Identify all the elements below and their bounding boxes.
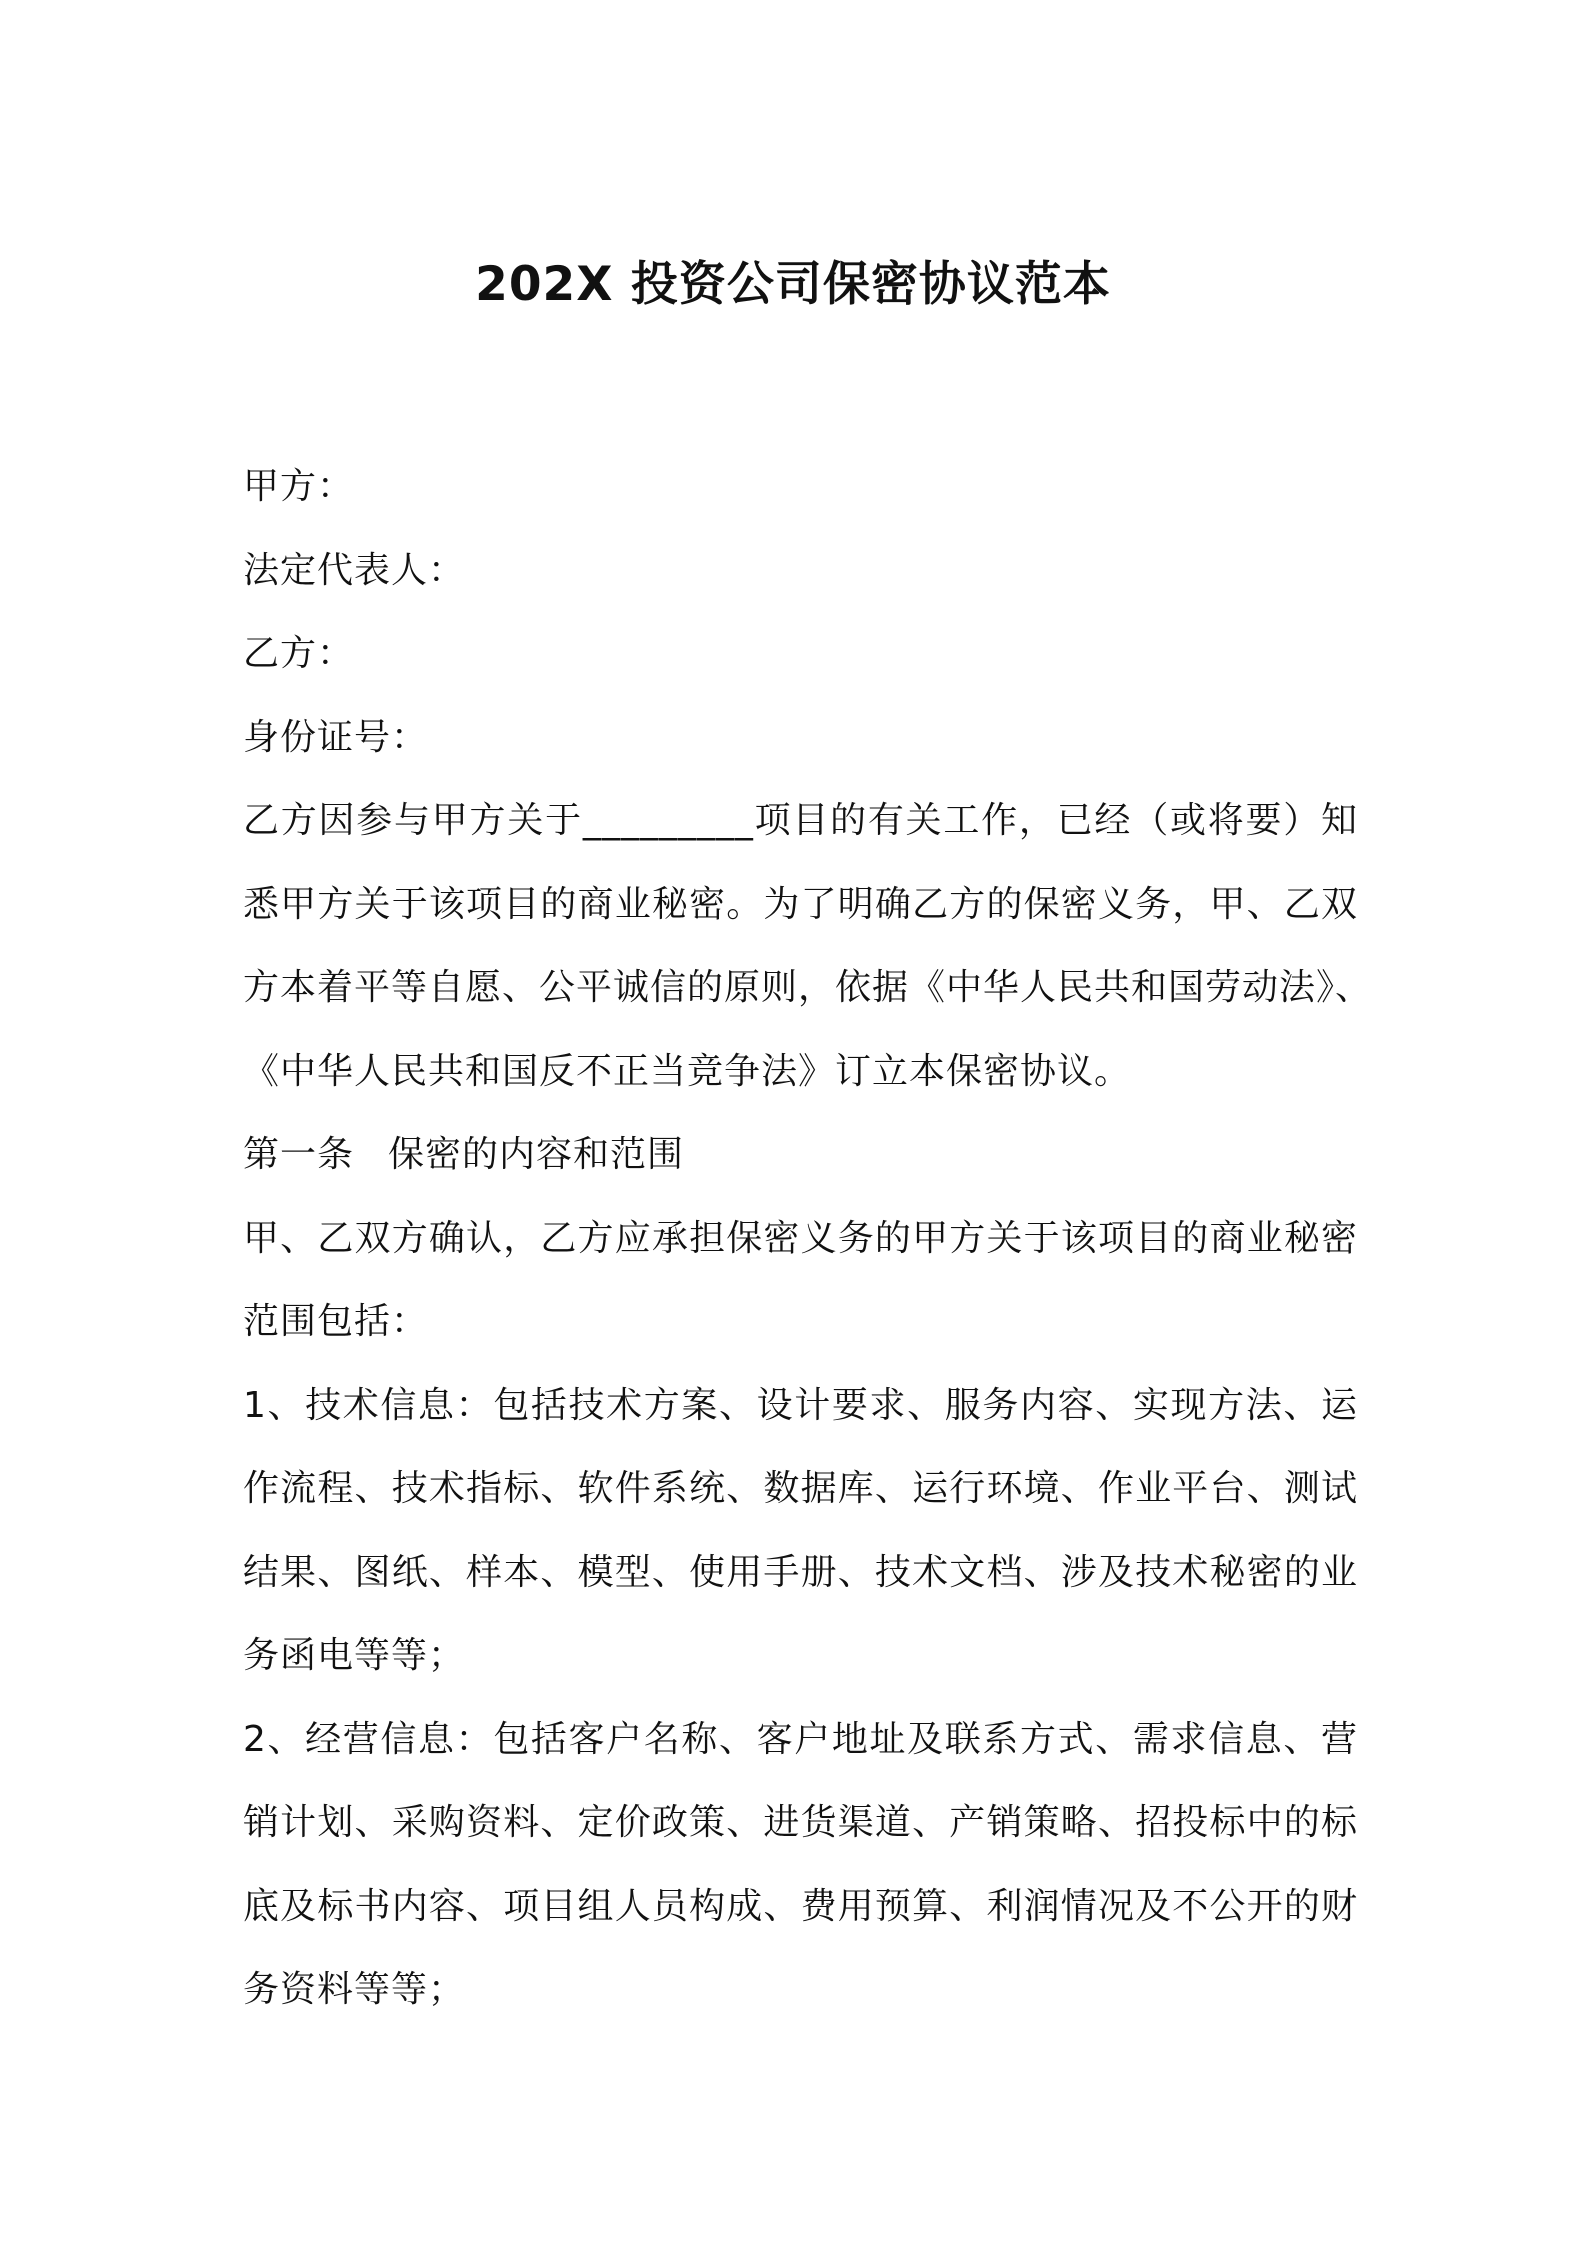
item1-line: 务函电等等；: [243, 1635, 466, 1676]
article1-heading: [243, 1113, 1358, 1197]
party-b-line: 乙方：: [243, 633, 355, 674]
article1-intro-line: 甲、乙双方确认，乙方应承担保密义务的甲方关于该项目的商业秘密: [243, 1217, 1358, 1259]
preamble-line: 《中华人民共和国反不正当竞争法》订立本保密协议。: [243, 1050, 1132, 1092]
preamble-line: 悉甲方关于该项目的商业秘密。为了明确乙方的保密义务，甲、乙双: [243, 883, 1358, 925]
legal-rep-line: 法定代表人：: [243, 549, 466, 591]
preamble-line: 方本着平等自愿、公平诚信的原则，依据《中华人民共和国劳动法》、: [243, 967, 1373, 1008]
document-title: 202X 投资公司保密协议范本: [475, 257, 1111, 312]
document-body: [243, 445, 1373, 2032]
article1-number: 第一条: [243, 1134, 355, 1175]
id-number-line: 身份证号：: [243, 716, 429, 758]
item1-line: 1、技术信息：包括技术方案、设计要求、服务内容、实现方法、运: [243, 1384, 1358, 1426]
item2-line: 2、经营信息：包括客户名称、客户地址及联系方式、需求信息、营: [243, 1718, 1358, 1760]
item1-line: 作流程、技术指标、软件系统、数据库、运行环境、作业平台、测试: [243, 1468, 1358, 1509]
article1-intro-line: 范围包括：: [243, 1301, 429, 1342]
item1-line: 结果、图纸、样本、模型、使用手册、技术文档、涉及技术秘密的业: [243, 1551, 1358, 1593]
item2-line: 底及标书内容、项目组人员构成、费用预算、利润情况及不公开的财: [243, 1885, 1358, 1927]
item2-line: 务资料等等；: [243, 1969, 466, 2010]
article1-title: 保密的内容和范围: [388, 1134, 685, 1175]
preamble-line: 乙方因参与甲方关于_________项目的有关工作，已经（或将要）知: [243, 800, 1358, 841]
party-a-line: 甲方：: [243, 466, 355, 507]
item2-line: 销计划、采购资料、定价政策、进货渠道、产销策略、招投标中的标: [243, 1802, 1358, 1843]
